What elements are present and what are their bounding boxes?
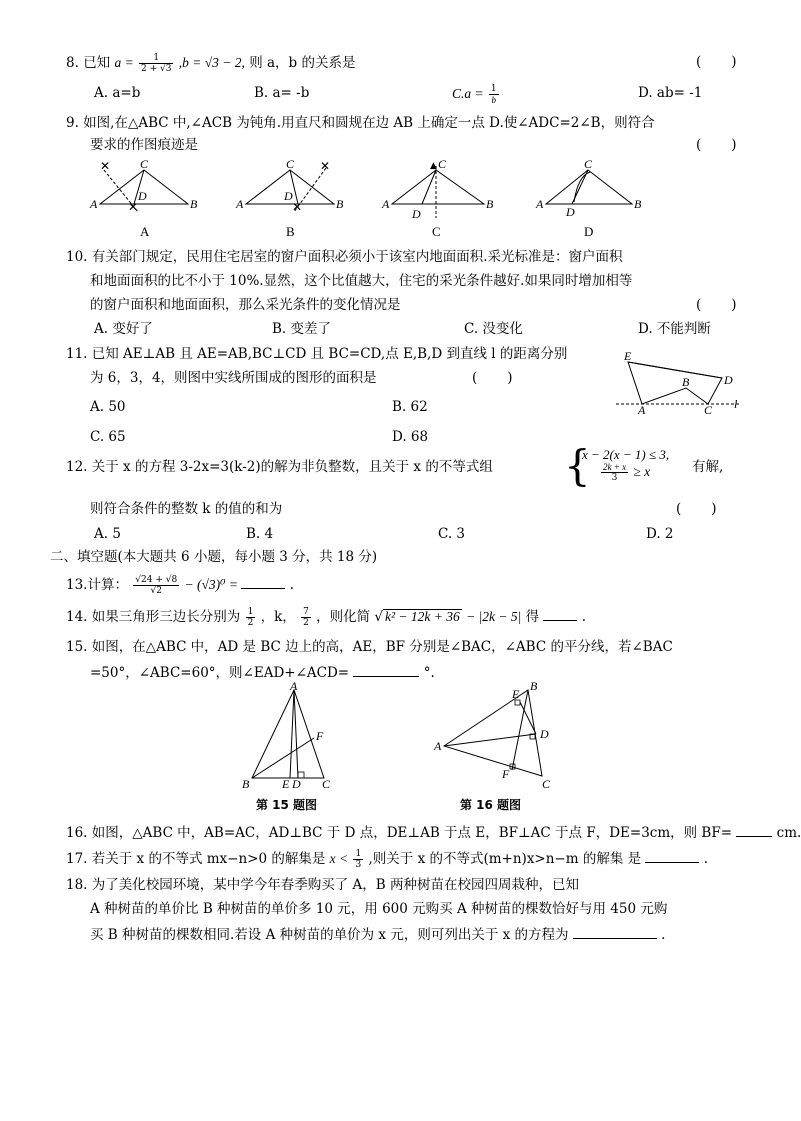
q8-a-expr: a =	[114, 55, 134, 70]
q16-post: cm.	[776, 825, 801, 841]
q17-frac-den: 3	[355, 860, 362, 870]
q8-option-c-den: b	[491, 95, 497, 105]
fig16	[432, 680, 562, 790]
q11-option-a: A. 50	[90, 399, 126, 415]
fig16-svg	[432, 680, 562, 790]
q9-a-compass-mark2: ✕	[128, 200, 139, 214]
q8-stem	[66, 53, 356, 74]
q12-line1-post: 有解,	[692, 459, 724, 475]
q14-mid: ，k，	[260, 609, 296, 625]
q13-fraction	[133, 575, 179, 596]
q18-answer-blank[interactable]	[573, 924, 657, 939]
q14-dot: .	[581, 609, 587, 625]
q8-option-c-fraction	[489, 84, 499, 105]
q10-option-a: A. 变好了	[94, 321, 153, 337]
q14-stem	[66, 606, 586, 628]
fig15-caption: 第 15 题图	[256, 798, 318, 812]
q9-line1: 9. 如图,在△ABC 中,∠ACB 为钝角.用直尺和圆规在边 AB 上确定一点 D.使∠ADC=2∠B，则符合	[66, 115, 655, 131]
q10-option-b: B. 变差了	[272, 321, 332, 337]
q8-text-a: 已知	[83, 55, 111, 71]
q14-radical: √	[374, 609, 384, 625]
q9-line2: 要求的作图痕迹是	[90, 137, 198, 153]
q11-fig-label-A: A	[638, 403, 646, 417]
q9-c-label-C: C	[438, 157, 447, 171]
q9-figure-b	[235, 157, 344, 239]
q8-option-c-num: 1	[490, 84, 497, 94]
q9-a-label-A: A	[90, 197, 98, 211]
q17-fraction	[353, 849, 363, 870]
q16-pre: 16. 如图，△ABC 中，AB=AC，AD⊥BC 于 D 点，DE⊥AB 于点 E，BF⊥AC 于点 F，DE=3cm，则 BF=	[66, 825, 733, 841]
q15-line2-pre: =50°，∠ABC=60°，则∠EAD+∠ACD=	[90, 665, 350, 681]
q11-figure	[616, 346, 746, 416]
q12-line1: 12. 关于 x 的方程 3-2x=3(k-2)的解为非负整数，且关于 x 的不等式组	[66, 459, 493, 475]
q11-fig-label-D: D	[724, 373, 733, 387]
q13-frac-num: √24 + √8	[135, 575, 178, 585]
fig15-label-D: D	[292, 777, 301, 791]
q8-b-expr: ,b = √3 − 2,	[178, 55, 245, 70]
fig16-caption: 第 16 题图	[460, 798, 522, 812]
q12-ineq2-num: 2k + x	[603, 462, 627, 472]
q9-b-label-D: D	[284, 189, 293, 203]
q9-c-arrow: ▲	[430, 161, 437, 171]
q12-line2: 则符合条件的整数 k 的值的和为	[90, 501, 283, 517]
q12-ineq2	[600, 462, 650, 483]
q14-answer-blank[interactable]	[543, 606, 577, 621]
q10-option-d: D. 不能判断	[638, 321, 711, 337]
q9-caption-c: C	[432, 224, 441, 239]
q18-line2: A 种树苗的单价比 B 种树苗的单价多 10 元，用 600 元购买 A 种树苗的棵数恰好与用 450 元购	[90, 901, 668, 917]
q13-stem	[66, 574, 294, 596]
fig15-label-B: B	[242, 777, 250, 791]
q9-a-compass-mark: ✕	[100, 159, 111, 173]
q16-answer-blank[interactable]	[736, 822, 772, 837]
q14-frac1-den: 2	[247, 618, 254, 628]
q14-frac1	[246, 607, 256, 628]
q11-fig-label-B: B	[682, 375, 690, 389]
q13-post: − (√3)⁰ =	[184, 577, 242, 592]
q12-ineq1: x − 2(x − 1) ≤ 3,	[582, 447, 670, 462]
q11-fig-label-l: l	[734, 397, 738, 411]
q11-option-d: D. 68	[392, 429, 429, 445]
q12-option-d: D. 2	[646, 526, 674, 542]
q8-option-d: D. ab= -1	[638, 85, 703, 101]
q12-option-c: C. 3	[438, 526, 466, 542]
q13-end: .	[289, 577, 295, 593]
q15-line2	[90, 662, 435, 682]
q14-frac2-den: 2	[303, 618, 309, 628]
q17-mid: ,则关于 x 的不等式(m+n)x>n−m 的解集 是	[368, 851, 642, 867]
q10-option-c: C. 没变化	[464, 321, 523, 337]
q9-b-compass-mark2: ✕	[292, 200, 303, 214]
q11-fig-label-C: C	[704, 403, 713, 417]
q12-brace: {	[564, 441, 591, 490]
q17-ineq-pre: x <	[329, 851, 349, 866]
q9-d-label-B: B	[634, 197, 642, 211]
q17-answer-blank[interactable]	[645, 848, 699, 863]
q16-stem	[66, 822, 801, 842]
q9-c-label-B: B	[486, 197, 494, 211]
q9-answer-paren: ( )	[696, 137, 737, 153]
q14-abs-expr: − |2k − 5|	[466, 609, 522, 624]
q12-option-a: A. 5	[94, 526, 121, 542]
q9-d-label-D: D	[566, 205, 575, 219]
q18-line3-text: 买 B 种树苗的棵数相同.若设 A 种树苗的单价为 x 元，则可列出关于 x 的方程为	[90, 927, 569, 943]
q18-line1: 18. 为了美化校园环境，某中学今年春季购买了 A，B 两种树苗在校园四周栽种，已知	[66, 877, 580, 893]
fig16-label-B: B	[530, 679, 538, 693]
q9-a-label-B: B	[190, 197, 198, 211]
q8-option-a: A. a=b	[94, 85, 141, 101]
q17-pre: 17. 若关于 x 的不等式 mx−n>0 的解集是	[66, 851, 326, 867]
q15-line2-post: °.	[423, 665, 435, 681]
q11-answer-paren: ( )	[472, 370, 513, 386]
q9-b-compass-mark: ✕	[320, 159, 331, 173]
q8-a-frac-num: 1	[139, 53, 173, 64]
section2-heading: 二、填空题(本大题共 6 小题，每小题 3 分，共 18 分)	[50, 549, 378, 565]
fig15-label-E: E	[282, 777, 290, 791]
q12-answer-paren: ( )	[676, 501, 717, 517]
q8-a-frac-den: 2 + √3	[141, 64, 172, 74]
q11-option-b: B. 62	[392, 399, 428, 415]
q10-answer-paren: ( )	[696, 297, 737, 313]
q9-caption-d: D	[584, 224, 594, 239]
fig15-svg	[238, 679, 338, 791]
q9-figures-svg	[88, 156, 728, 242]
q9-figure-a	[89, 157, 198, 239]
fig16-label-A: A	[434, 739, 442, 753]
q14-post: ，则化简	[316, 609, 371, 625]
fig16-label-D: D	[540, 727, 549, 741]
q8-number: 8.	[66, 55, 79, 71]
q13-pre: 13.计算：	[66, 577, 128, 593]
q17-end: .	[703, 851, 709, 867]
q10-line2: 和地面面积的比不小于 10%.显然，这个比值越大，住宅的采光条件越好.如果同时增加相等	[90, 273, 633, 289]
q8-option-b: B. a= -b	[254, 85, 310, 101]
q15-answer-blank[interactable]	[353, 662, 419, 677]
q17-frac-num: 1	[355, 849, 362, 859]
q14-pre: 14. 如果三角形三边长分别为	[66, 609, 241, 625]
q9-c-label-A: A	[382, 197, 390, 211]
q9-d-label-A: A	[536, 197, 544, 211]
q11-line2: 为 6，3，4，则图中实线所围成的图形的面积是	[90, 370, 377, 386]
q12-option-b: B. 4	[246, 526, 274, 542]
q11-figure-svg	[616, 346, 746, 416]
fig15-label-F: F	[316, 729, 324, 743]
q9-d-label-C: C	[584, 157, 593, 171]
q9-figure-d	[535, 157, 642, 239]
q18-line3	[90, 924, 665, 944]
q18-end: .	[661, 927, 666, 943]
fig15	[238, 679, 338, 791]
q9-figure-c	[381, 157, 494, 239]
fig16-label-C: C	[542, 777, 551, 791]
fig15-label-A: A	[290, 679, 298, 693]
q12-ineq2-den: 3	[611, 473, 618, 483]
q9-figures	[88, 156, 728, 242]
q15-line1: 15. 如图，在△ABC 中，AD 是 BC 边上的高，AE，BF 分别是∠BAC，∠ABC 的平分线，若∠BAC	[66, 639, 673, 655]
q11-option-c: C. 65	[90, 429, 126, 445]
q14-frac2-num: 7	[303, 607, 309, 617]
q13-frac-den: √2	[150, 586, 162, 596]
q10-line1: 10. 有关部门规定，民用住宅居室的窗户面积必须小于该室内地面面积.采光标准是：窗户面积	[66, 249, 623, 265]
q8-option-c-label: C.a =	[452, 86, 484, 101]
q13-answer-blank[interactable]	[241, 574, 285, 589]
q14-sqrt-expr: k² − 12k + 36	[385, 609, 460, 624]
q9-b-label-A: A	[236, 197, 244, 211]
q8-answer-paren: ( )	[696, 54, 737, 70]
q9-a-label-D: D	[138, 189, 147, 203]
fig16-label-E: E	[512, 687, 520, 701]
q8-a-fraction	[139, 53, 173, 74]
fig16-label-F: F	[502, 767, 510, 781]
q9-caption-a: A	[140, 224, 150, 239]
q11-fig-label-E: E	[624, 349, 632, 363]
q14-frac2	[301, 607, 311, 628]
q9-a-label-C: C	[140, 157, 149, 171]
q9-b-label-B: B	[336, 197, 344, 211]
q12-ineq2-fraction	[601, 462, 628, 483]
q17-stem	[66, 848, 708, 870]
q9-b-label-C: C	[286, 157, 295, 171]
q9-caption-b: B	[286, 224, 295, 239]
q10-line3: 的窗户面积和地面面积，那么采光条件的变化情况是	[90, 297, 401, 313]
fig15-label-C: C	[322, 777, 331, 791]
q8-option-c	[452, 84, 500, 105]
q14-end: 得	[525, 609, 540, 625]
q14-frac1-num: 1	[247, 607, 254, 617]
q8-text-b: 则 a，b 的关系是	[249, 55, 356, 71]
q9-c-label-D: D	[412, 207, 421, 221]
q12-ineq2-rhs: ≥ x	[633, 464, 651, 479]
q11-line1: 11. 已知 AE⊥AB 且 AE=AB,BC⊥CD 且 BC=CD,点 E,B,D 到直线 l 的距离分别	[66, 346, 568, 362]
